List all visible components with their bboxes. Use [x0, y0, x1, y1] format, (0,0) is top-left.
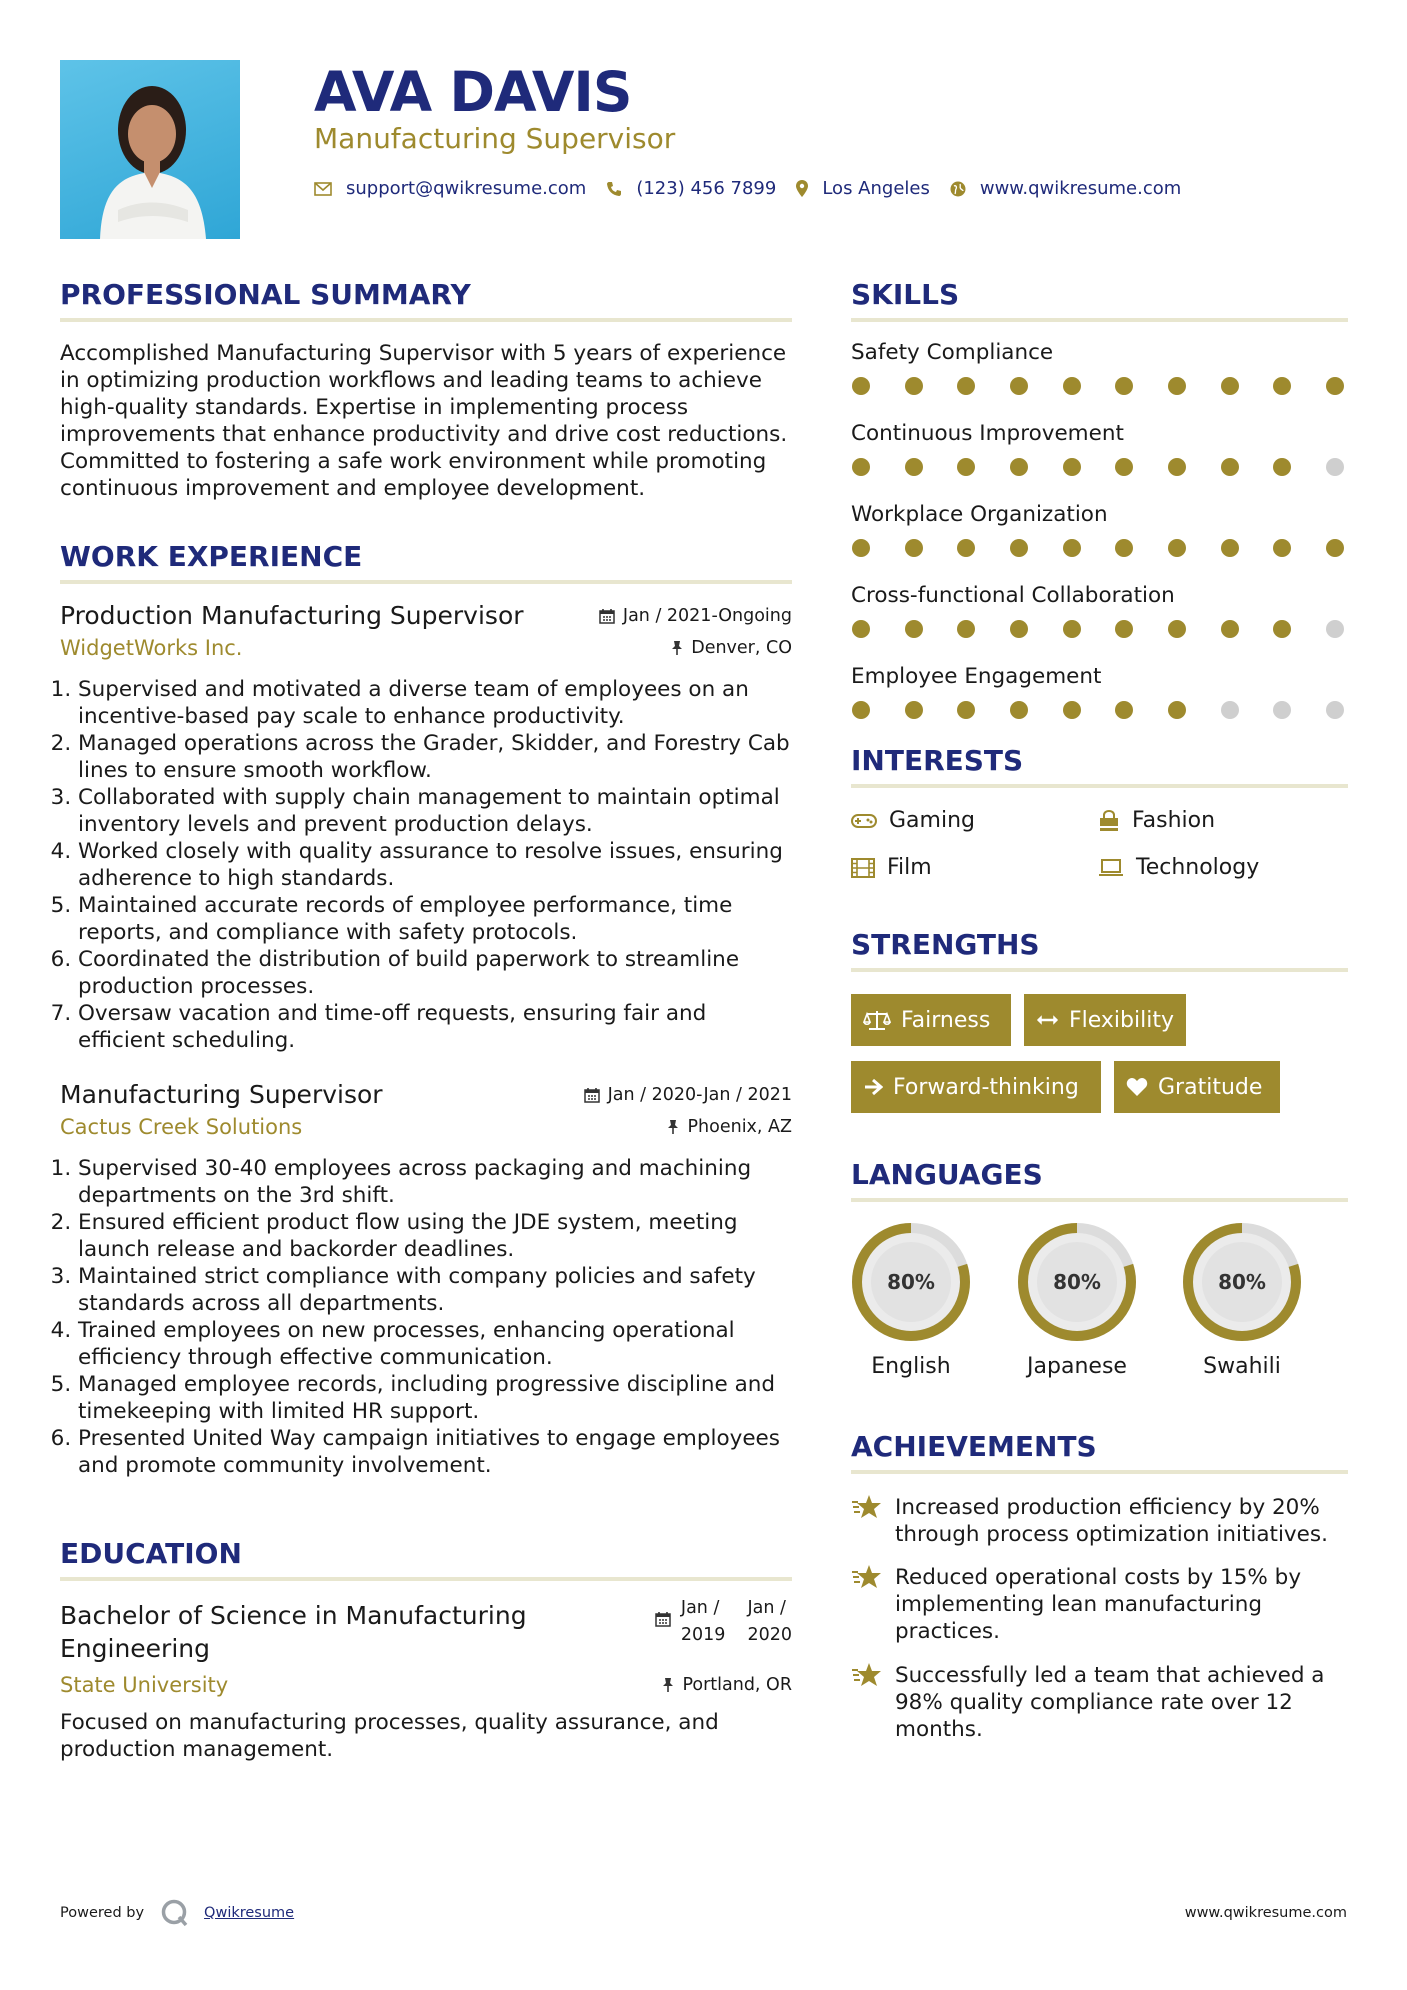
start-year-text: 2019 — [680, 1625, 726, 1645]
summary-divider — [60, 318, 792, 322]
list-item: 1. Supervised 30-40 employees across packaging and machining departments on the 3rd shift. — [78, 1155, 792, 1209]
rating-dot-filled — [1273, 620, 1291, 638]
calendar-icon — [655, 1611, 671, 1627]
globe-icon — [950, 181, 966, 197]
rating-dot-empty — [1326, 701, 1344, 719]
contact-email[interactable] — [314, 178, 586, 199]
contact-website[interactable] — [950, 178, 1181, 199]
job-title: Manufacturing Supervisor — [60, 1080, 383, 1109]
rating-dot-filled — [1168, 539, 1186, 557]
balance-scale-icon — [863, 1009, 891, 1031]
strength-label: Fairness — [901, 1007, 991, 1033]
education-section — [60, 1537, 792, 1763]
list-item: 4. Worked closely with quality assurance to resolve issues, ensuring adherence to high standards. — [78, 838, 792, 892]
strength-tag-fairness — [851, 994, 1011, 1046]
rating-dot-filled — [957, 620, 975, 638]
education-dates — [655, 1595, 792, 1665]
strength-tag-flexibility — [1024, 994, 1186, 1046]
rating-dot-filled — [852, 377, 870, 395]
skills-section — [851, 278, 1348, 719]
gamepad-icon — [851, 813, 877, 829]
skills-heading: SKILLS — [851, 278, 960, 311]
end-year-text: 2020 — [747, 1625, 792, 1645]
interest-label: Film — [887, 855, 932, 880]
rating-dot-filled — [852, 701, 870, 719]
languages-section — [851, 1158, 1348, 1402]
list-item: 7. Oversaw vacation and time-off requests, ensuring fair and efficient scheduling. — [78, 1000, 792, 1054]
rating-dot-filled — [1273, 539, 1291, 557]
experience-divider — [60, 580, 792, 584]
interest-fashion — [1098, 808, 1215, 833]
rating-dot-filled — [1063, 620, 1081, 638]
interests-section — [851, 744, 1348, 888]
rating-dot-filled — [1273, 458, 1291, 476]
star-icon — [851, 1564, 883, 1590]
skill-item — [851, 583, 1348, 638]
achievement-text: Successfully led a team that achieved a 98% quality compliance rate over 12 months. — [895, 1663, 1325, 1742]
language-percent: 80% — [1053, 1270, 1101, 1294]
rating-dot-filled — [957, 539, 975, 557]
skill-rating — [851, 458, 1348, 476]
end-date-text: Jan / — [747, 1598, 786, 1618]
achievement-item — [851, 1564, 1348, 1645]
rating-dot-empty — [1326, 458, 1344, 476]
experience-section — [60, 540, 792, 1479]
list-item: 3. Collaborated with supply chain management to maintain optimal inventory levels and prevent production delays. — [78, 784, 792, 838]
list-item: 1. Supervised and motivated a diverse team of employees on an incentive-based pay scale to enhance productivity. — [78, 676, 792, 730]
rating-dot-filled — [1221, 539, 1239, 557]
skill-item — [851, 664, 1348, 719]
job-title: Production Manufacturing Supervisor — [60, 601, 524, 630]
skill-name: Workplace Organization — [851, 502, 1108, 527]
skill-name: Employee Engagement — [851, 664, 1102, 689]
rating-dot-filled — [1115, 458, 1133, 476]
list-item: 2. Ensured efficient product flow using the JDE system, meeting launch release and backorder deadlines. — [78, 1209, 792, 1263]
degree-title — [60, 1599, 527, 1665]
rating-dot-filled — [905, 377, 923, 395]
job-location — [667, 1117, 792, 1137]
star-icon — [851, 1494, 883, 1520]
skill-rating — [851, 539, 1348, 557]
calendar-icon — [584, 1087, 600, 1103]
rating-dot-filled — [1221, 620, 1239, 638]
email-text: support@qwikresume.com — [346, 178, 587, 199]
school-name: State University — [60, 1673, 229, 1697]
strength-tag-gratitude — [1114, 1061, 1280, 1113]
arrow-right-icon — [863, 1078, 883, 1096]
language-percent: 80% — [887, 1270, 935, 1294]
achievement-text: Increased production efficiency by 20% through process optimization initiatives. — [895, 1495, 1328, 1547]
job-location-text: Denver, CO — [691, 638, 792, 658]
left-column — [60, 278, 792, 1763]
contact-bar — [314, 178, 1201, 199]
duties-list — [60, 676, 792, 1054]
pin-icon — [667, 1119, 679, 1135]
job-location-text: Phoenix, AZ — [687, 1117, 792, 1137]
rating-dot-filled — [1326, 539, 1344, 557]
rating-dot-empty — [1326, 620, 1344, 638]
rating-dot-filled — [1010, 539, 1028, 557]
achievements-heading: ACHIEVEMENTS — [851, 1430, 1097, 1463]
interest-film — [851, 855, 932, 880]
language-ring — [851, 1222, 971, 1342]
footer-site[interactable]: www.qwikresume.com — [1184, 1905, 1347, 1921]
rating-dot-filled — [1063, 701, 1081, 719]
rating-dot-filled — [1063, 458, 1081, 476]
list-item: 6. Presented United Way campaign initiatives to engage employees and promote community involvement. — [78, 1425, 792, 1479]
skill-rating — [851, 377, 1348, 395]
rating-dot-filled — [957, 377, 975, 395]
arrows-h-icon — [1036, 1013, 1059, 1027]
contact-location — [796, 178, 930, 199]
candidate-name: AVA DAVIS — [314, 60, 632, 124]
calendar-icon — [599, 608, 615, 624]
skills-list — [851, 340, 1348, 719]
rating-dot-filled — [905, 458, 923, 476]
language-ring — [1182, 1222, 1302, 1342]
list-item: 4. Trained employees on new processes, enhancing operational efficiency through effective communication. — [78, 1317, 792, 1371]
skill-rating — [851, 701, 1348, 719]
laptop-icon — [1098, 859, 1124, 877]
rating-dot-filled — [1010, 458, 1028, 476]
rating-dot-filled — [1168, 377, 1186, 395]
pin-icon — [671, 640, 683, 656]
interest-label: Technology — [1136, 855, 1260, 880]
experience-heading: WORK EXPERIENCE — [60, 540, 363, 573]
company-name: Cactus Creek Solutions — [60, 1115, 303, 1139]
language-name: Swahili — [1203, 1354, 1281, 1379]
duties-list — [60, 1155, 792, 1479]
phone-text: (123) 456 7899 — [636, 178, 777, 199]
rating-dot-filled — [852, 620, 870, 638]
school-location-text: Portland, OR — [682, 1675, 792, 1695]
star-icon — [851, 1662, 883, 1688]
contact-phone[interactable] — [606, 178, 776, 199]
language-name: Japanese — [1027, 1354, 1127, 1379]
education-divider — [60, 1577, 792, 1581]
rating-dot-filled — [1010, 377, 1028, 395]
strength-label: Forward-thinking — [893, 1074, 1079, 1100]
achievement-text: Reduced operational costs by 15% by implementing lean manufacturing practices. — [895, 1565, 1302, 1644]
rating-dot-empty — [1273, 701, 1291, 719]
rating-dot-empty — [1221, 701, 1239, 719]
rating-dot-filled — [905, 701, 923, 719]
list-item: 3. Maintained strict compliance with company policies and safety standards across all departments. — [78, 1263, 792, 1317]
rating-dot-filled — [1115, 701, 1133, 719]
list-item: 5. Maintained accurate records of employee performance, time reports, and compliance with safety protocols. — [78, 892, 792, 946]
location-text: Los Angeles — [822, 178, 930, 199]
skill-item — [851, 340, 1348, 395]
education-heading: EDUCATION — [60, 1537, 242, 1570]
skill-rating — [851, 620, 1348, 638]
achievement-item — [851, 1494, 1348, 1548]
school-location — [662, 1675, 792, 1695]
language-rings — [851, 1202, 1348, 1402]
strength-tag-forward-thinking — [851, 1061, 1101, 1113]
job-dates-text: Jan / 2020-Jan / 2021 — [607, 1085, 792, 1105]
company-name: WidgetWorks Inc. — [60, 636, 243, 660]
rating-dot-filled — [1010, 701, 1028, 719]
envelope-icon — [314, 182, 332, 196]
strength-label: Flexibility — [1069, 1007, 1174, 1033]
rating-dot-filled — [1273, 377, 1291, 395]
summary-text: Accomplished Manufacturing Supervisor with 5 years of experience in optimizing production workflows and leading teams to achieve high-quality standards. Expertise in implementing process improvements that enhance productivity and drive cost reductions. Committed to fostering a safe work environment while promoting continuous improvement and employee development. — [60, 341, 788, 501]
strengths-heading: STRENGTHS — [851, 928, 1040, 961]
rating-dot-filled — [1115, 377, 1133, 395]
education-description: Focused on manufacturing processes, quality assurance, and production management. — [60, 1710, 719, 1762]
strengths-section — [851, 928, 1348, 1102]
language-percent: 80% — [1218, 1270, 1266, 1294]
languages-heading: LANGUAGES — [851, 1158, 1043, 1191]
job-location — [671, 638, 792, 658]
language-ring — [1017, 1222, 1137, 1342]
qwikresume-logo-icon — [160, 1898, 190, 1928]
skill-item — [851, 502, 1348, 557]
interests-heading: INTERESTS — [851, 744, 1024, 777]
interest-technology — [1098, 855, 1259, 880]
brand-link[interactable]: Qwikresume — [204, 1905, 295, 1921]
list-item: 6. Coordinated the distribution of build paperwork to streamline production processes. — [78, 946, 792, 1000]
degree-line: Engineering — [60, 1634, 210, 1663]
website-text: www.qwikresume.com — [979, 178, 1182, 199]
rating-dot-filled — [905, 620, 923, 638]
right-column — [851, 278, 1348, 1742]
skill-name: Cross-functional Collaboration — [851, 583, 1175, 608]
powered-by-text: Powered by — [60, 1905, 145, 1921]
summary-section — [60, 278, 792, 502]
rating-dot-filled — [1168, 620, 1186, 638]
job-entry — [60, 1080, 792, 1479]
degree-line: Bachelor of Science in Manufacturing — [60, 1601, 527, 1630]
profile-photo — [60, 60, 240, 239]
language-name: English — [871, 1354, 951, 1379]
summary-heading: PROFESSIONAL SUMMARY — [60, 278, 471, 311]
rating-dot-filled — [1326, 377, 1344, 395]
strength-label: Gratitude — [1158, 1074, 1263, 1100]
rating-dot-filled — [1168, 458, 1186, 476]
skills-divider — [851, 318, 1348, 322]
interest-label: Gaming — [889, 808, 975, 833]
skill-name: Continuous Improvement — [851, 421, 1124, 446]
list-item: 5. Managed employee records, including progressive discipline and timekeeping with limited HR support. — [78, 1371, 792, 1425]
rating-dot-filled — [1063, 539, 1081, 557]
rating-dot-filled — [957, 458, 975, 476]
shopping-bag-icon — [1098, 810, 1120, 832]
achievements-section — [851, 1430, 1348, 1774]
phone-icon — [606, 181, 622, 197]
job-entry — [60, 601, 792, 1054]
start-date-text: Jan / — [680, 1598, 720, 1618]
job-dates — [599, 606, 792, 626]
skill-item — [851, 421, 1348, 476]
rating-dot-filled — [1115, 620, 1133, 638]
job-dates — [584, 1085, 792, 1105]
job-dates-text: Jan / 2021-Ongoing — [622, 606, 792, 626]
rating-dot-filled — [1168, 701, 1186, 719]
rating-dot-filled — [1221, 458, 1239, 476]
rating-dot-filled — [1063, 377, 1081, 395]
achievement-item — [851, 1662, 1348, 1743]
rating-dot-filled — [1221, 377, 1239, 395]
list-item: 2. Managed operations across the Grader, Skidder, and Forestry Cab lines to ensure smooth workflow. — [78, 730, 792, 784]
pin-icon — [662, 1677, 674, 1693]
rating-dot-filled — [957, 701, 975, 719]
film-icon — [851, 858, 875, 878]
map-marker-icon — [796, 180, 808, 197]
rating-dot-filled — [1010, 620, 1028, 638]
candidate-role: Manufacturing Supervisor — [314, 122, 676, 155]
skill-name: Safety Compliance — [851, 340, 1054, 365]
footer-powered-by — [60, 1898, 294, 1928]
interest-label: Fashion — [1132, 808, 1216, 833]
rating-dot-filled — [852, 458, 870, 476]
heart-icon — [1126, 1077, 1148, 1097]
rating-dot-filled — [905, 539, 923, 557]
interest-gaming — [851, 808, 975, 833]
rating-dot-filled — [1115, 539, 1133, 557]
rating-dot-filled — [852, 539, 870, 557]
